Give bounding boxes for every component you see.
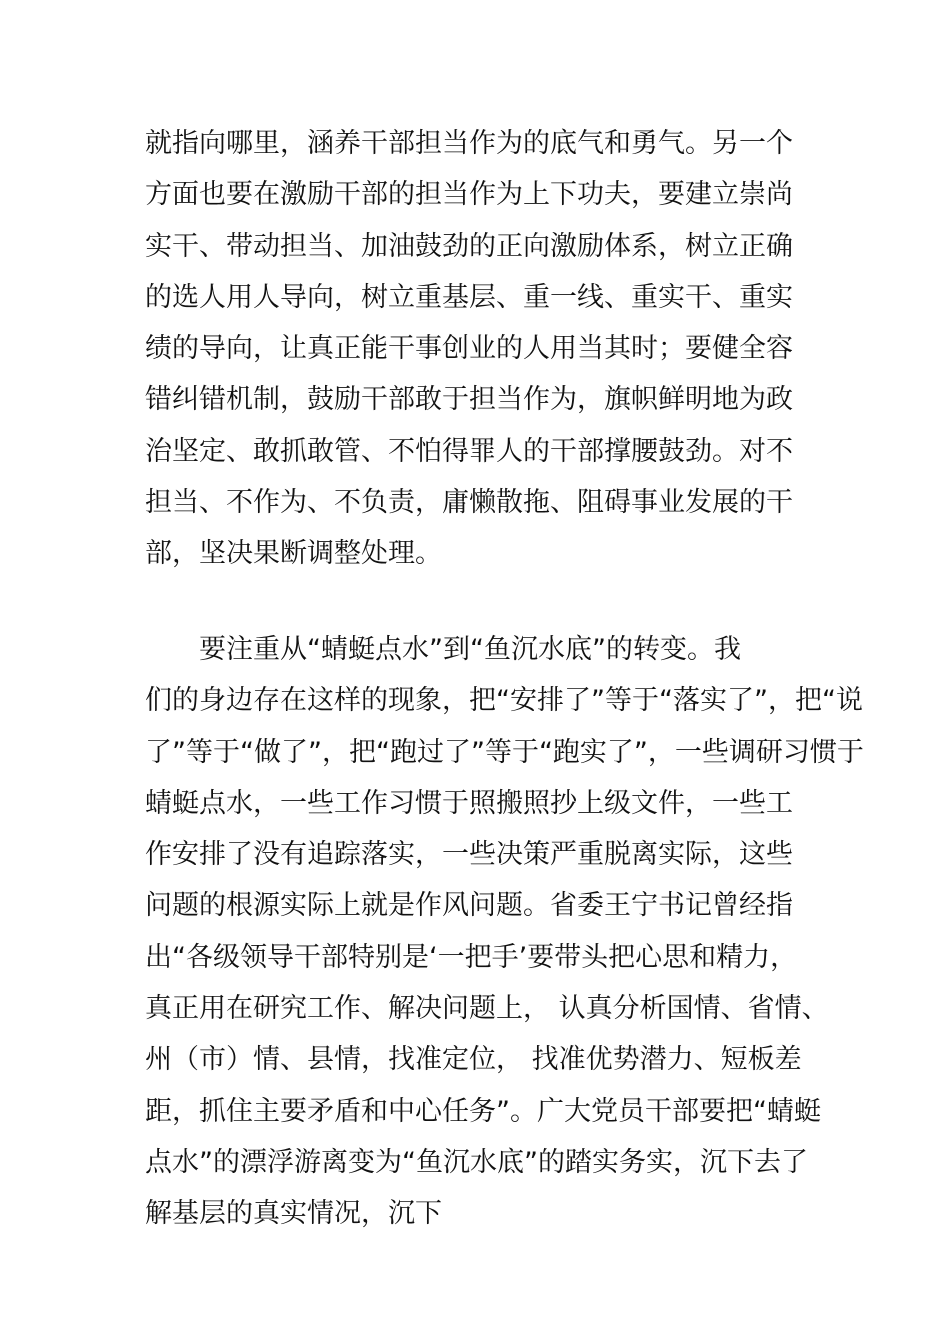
text-line: 点水”的漂浮游离变为“鱼沉水底”的踏实务实，沉下去了 <box>145 1146 808 1178</box>
text-line: 蜻蜓点水，一些工作习惯于照搬照抄上级文件，一些工 <box>145 787 793 819</box>
paragraph-2 <box>145 624 864 1240</box>
text-line: 就指向哪里，涵养干部担当作为的底气和勇气。另一个 <box>145 128 793 159</box>
text-line: 要注重从“蜻蜓点水”到“鱼沉水底”的转变。我 <box>145 634 741 665</box>
text-line: 担当、不作为、不负责，庸懒散拖、阻碍事业发展的干 <box>145 487 793 519</box>
text-line: 作安排了没有追踪落实，一些决策严重脱离实际，这些 <box>145 839 793 871</box>
text-line: 距，抓住主要矛盾和中心任务”。广大党员干部要把“蜻蜓 <box>145 1095 821 1127</box>
text-line: 了”等于“做了”，把“跑过了”等于“跑实了”，一些调研习惯于 <box>145 736 864 768</box>
text-line: 们的身边存在这样的现象，把“安排了”等于“落实了”，把“说 <box>145 685 863 717</box>
text-line: 的选人用人导向，树立重基层、重一线、重实干、重实 <box>145 281 793 313</box>
text-line: 真正用在研究工作、解决问题上， 认真分析国情、省情、 <box>145 993 829 1025</box>
text-line: 实干、带动担当、加油鼓劲的正向激励体系，树立正确 <box>145 230 793 262</box>
paragraph-1 <box>145 118 835 580</box>
text-line: 出“各级领导干部特别是‘一把手’要带头把心思和精力， <box>145 941 798 973</box>
text-line: 部，坚决果断调整处理。 <box>145 538 442 570</box>
text-line: 错纠错机制，鼓励干部敢于担当作为，旗帜鲜明地为政 <box>145 384 793 416</box>
text-line: 方面也要在激励干部的担当作为上下功夫，要建立崇尚 <box>145 179 793 211</box>
text-line: 治坚定、敢抓敢管、不怕得罪人的干部撑腰鼓劲。对不 <box>145 435 793 467</box>
text-line: 解基层的真实情况，沉下 <box>145 1198 442 1230</box>
text-line: 问题的根源实际上就是作风问题。省委王宁书记曾经指 <box>145 890 793 922</box>
text-line: 绩的导向，让真正能干事创业的人用当其时；要健全容 <box>145 333 793 365</box>
text-line: 州（市）情、县情，找准定位， 找准优势潜力、短板差 <box>145 1044 802 1076</box>
